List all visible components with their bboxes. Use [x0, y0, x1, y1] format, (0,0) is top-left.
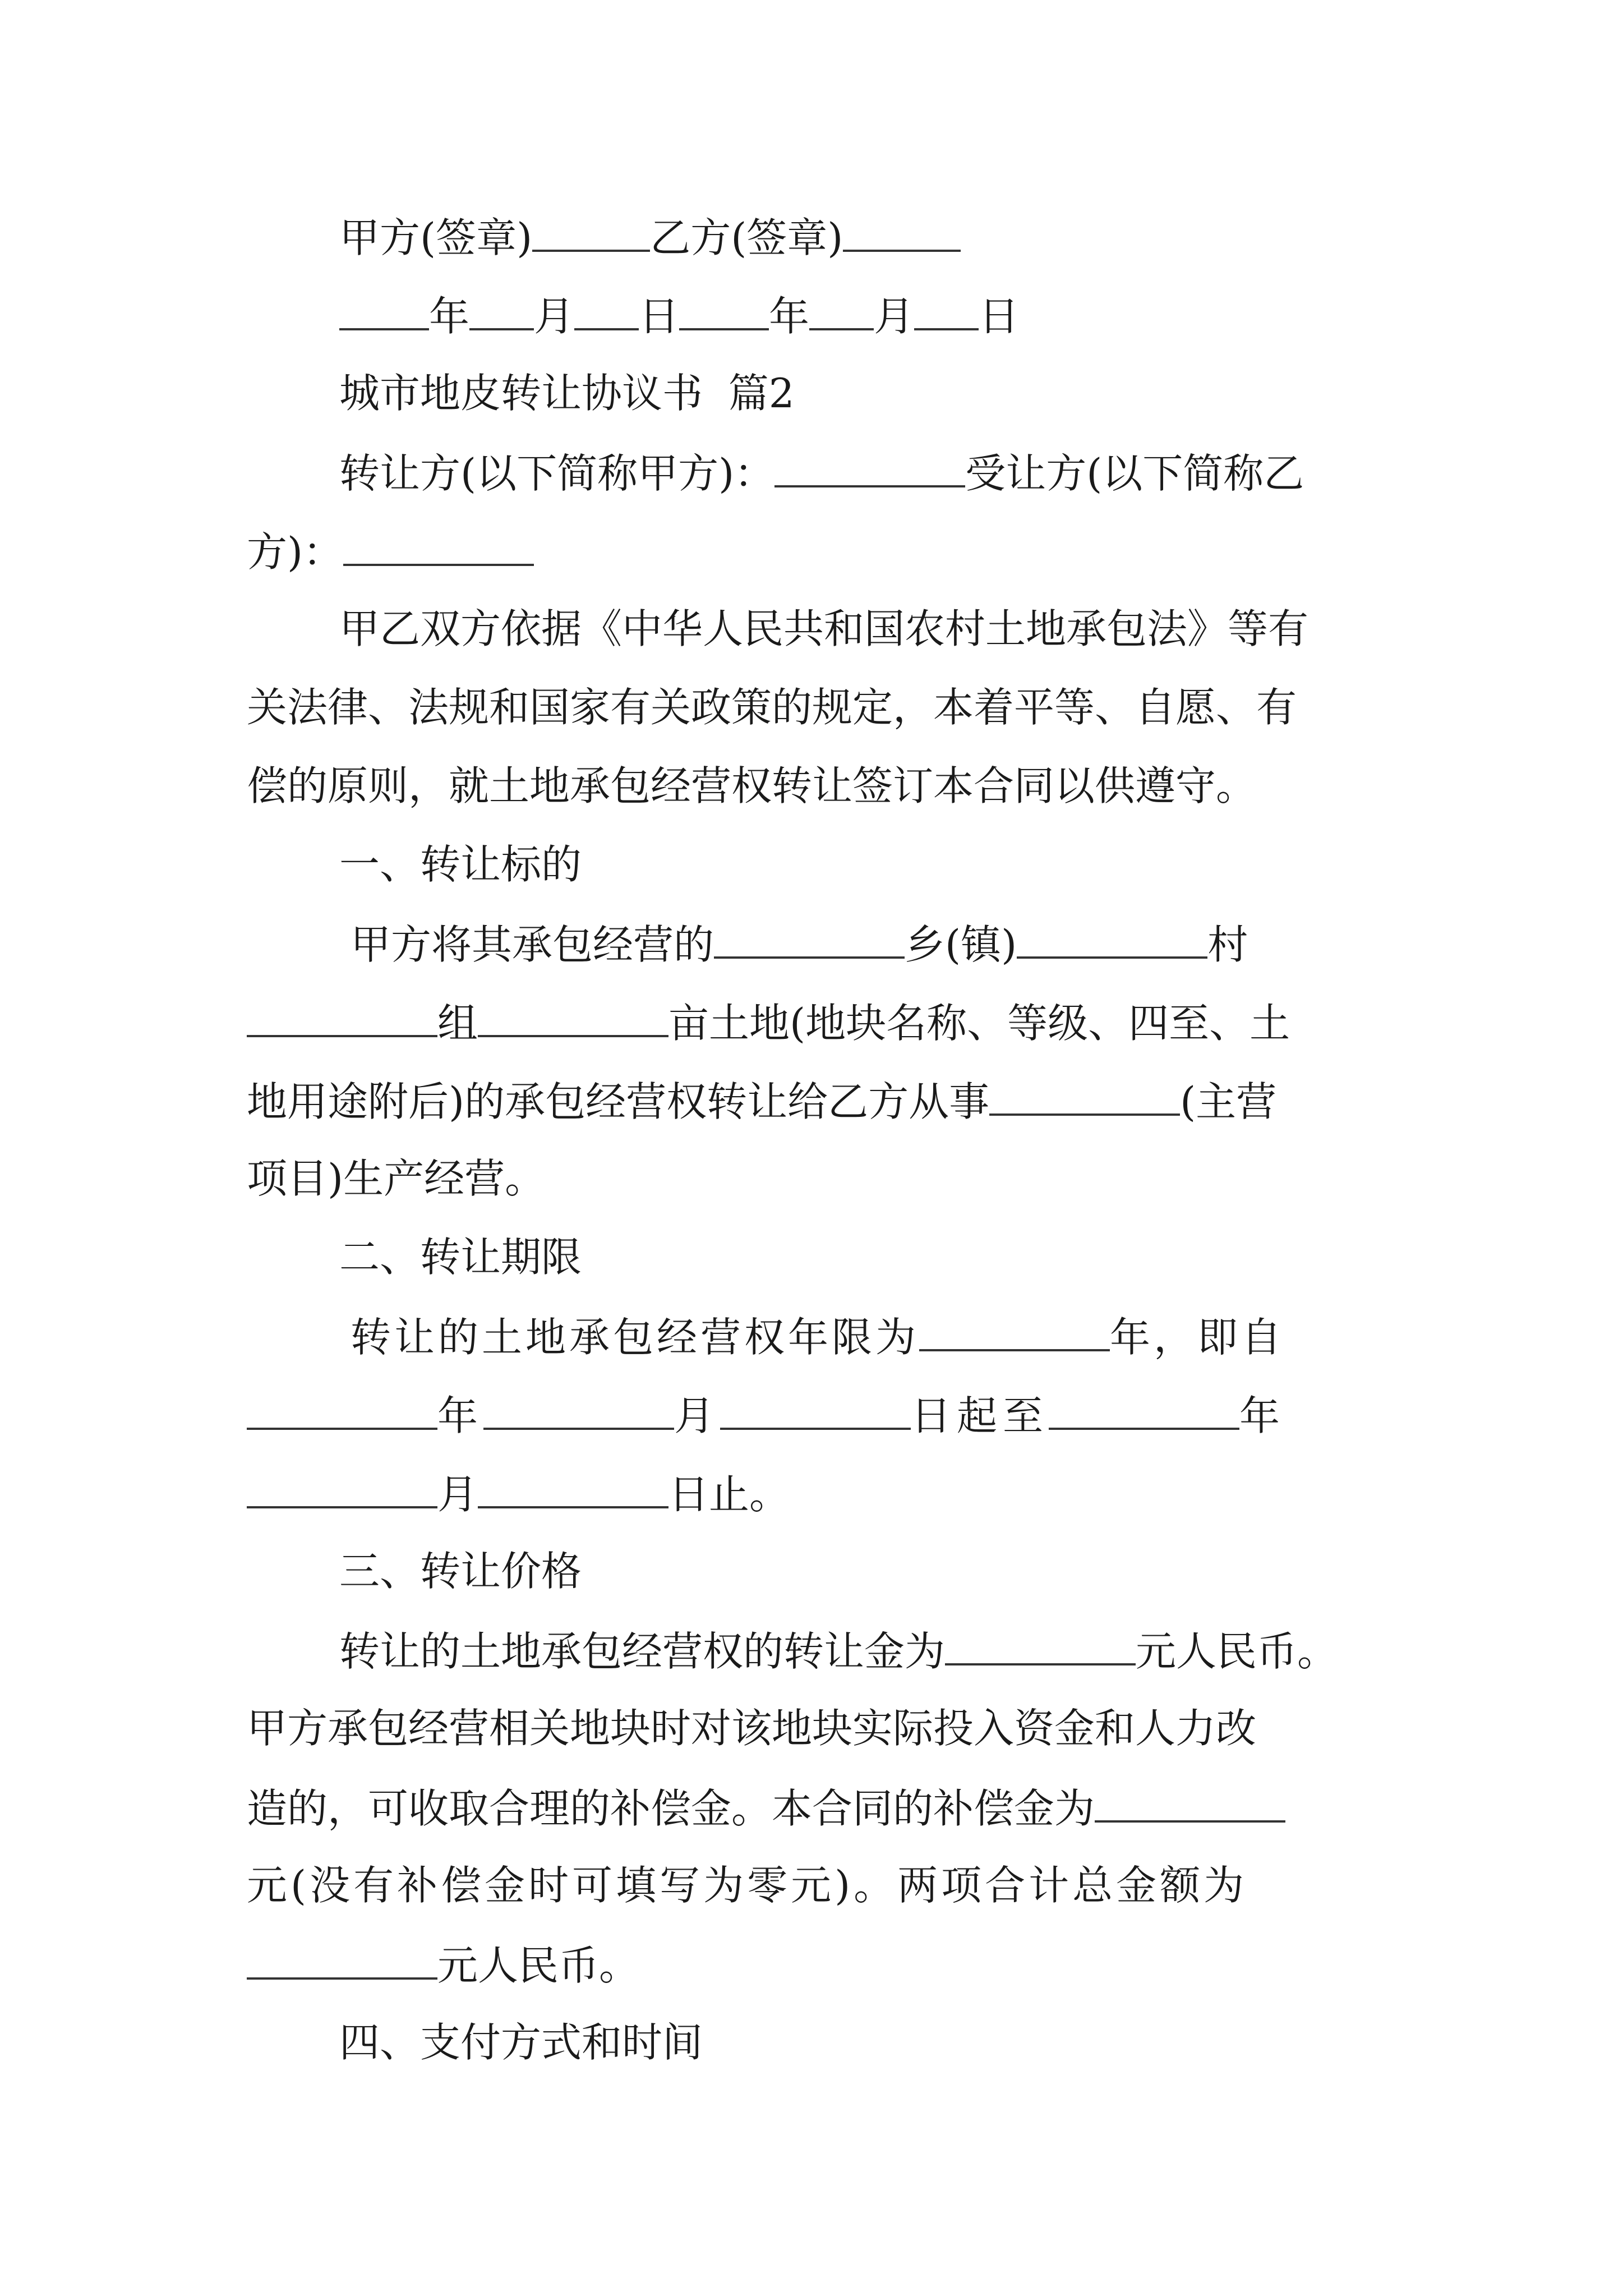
section-3-title: 三、转让价格: [339, 1548, 582, 1595]
intro-line-3: 偿的原则，就土地承包经营权转让签订本合同以供遵守。: [247, 762, 1257, 809]
text-run: 元人民币。: [437, 1942, 640, 1989]
party-a-seal-blank: [532, 216, 650, 252]
date-blank: [1049, 1394, 1239, 1430]
section-4-title: 四、支付方式和时间: [339, 2019, 703, 2066]
intro-line-1: 甲乙双方依据《中华人民共和国农村土地承包法》等有: [339, 605, 1309, 652]
date-blank: [247, 1394, 437, 1430]
text-run: 亩土地(地块名称、等级、四至、土: [668, 1000, 1290, 1047]
text-run: 年: [437, 1392, 484, 1439]
year-label: 年: [769, 293, 810, 340]
township-blank: [714, 923, 905, 959]
month-label: 月: [874, 293, 915, 340]
parties-line-2: [247, 528, 534, 576]
section-3-line-4: 元(没有补偿金时可填写为零元)。两项合计总金额为: [247, 1862, 1248, 1909]
compensation-blank: [1095, 1787, 1285, 1823]
date-blank: [574, 295, 639, 330]
text-run: 地用途附后)的承包经营权转让给乙方从事: [247, 1078, 990, 1125]
date-blank: [720, 1394, 911, 1430]
text-run: 村: [1207, 921, 1248, 968]
term-years-blank: [919, 1315, 1110, 1351]
date-blank: [483, 1394, 674, 1430]
text-run: 月: [674, 1392, 721, 1439]
date-line: [339, 293, 1020, 340]
section-2-title: 二、转让期限: [339, 1234, 582, 1281]
section-3-line-3: [247, 1785, 1285, 1832]
total-blank: [247, 1944, 437, 1980]
section-1-line-4: 项目)生产经营。: [247, 1155, 546, 1202]
date-blank: [339, 295, 429, 330]
date-blank: [478, 1473, 668, 1508]
text-run: (主营: [1180, 1078, 1277, 1125]
text-run: 组: [437, 1000, 478, 1047]
text-run: 元人民币。: [1136, 1628, 1338, 1675]
date-blank: [914, 295, 979, 330]
day-label: 日: [979, 293, 1020, 340]
price-blank: [945, 1630, 1136, 1665]
section-1-line-2: [247, 1000, 1290, 1047]
village-blank: [1017, 923, 1207, 959]
text-run: 转让的土地承包经营权的转让金为: [339, 1628, 946, 1675]
section-1-title: 一、转让标的: [339, 841, 582, 888]
text-run: 转让的土地承包经营权年限为: [351, 1314, 920, 1361]
text-run: 日止。: [668, 1471, 790, 1518]
day-label: 日: [639, 293, 680, 340]
transferee-blank: [343, 530, 534, 566]
intro-line-2: 关法律、法规和国家有关政策的规定，本着平等、自愿、有: [247, 684, 1297, 731]
date-blank: [679, 295, 769, 330]
transferor-blank: [774, 452, 965, 487]
month-label: 月: [534, 293, 575, 340]
parties-line: [339, 450, 1304, 497]
text-run: 月: [437, 1471, 478, 1518]
text-run: 年: [1239, 1392, 1286, 1439]
transferee-label-cont: 方)：: [247, 528, 344, 576]
signature-line: [339, 214, 961, 261]
text-run: 乡(镇): [905, 921, 1017, 968]
text-run: 日起至: [911, 1392, 1049, 1439]
date-blank: [469, 295, 534, 330]
section-2-line-1: [351, 1314, 1285, 1361]
party-a-seal-label: 甲方(签章): [339, 214, 533, 261]
section-1-line-1: [351, 921, 1248, 968]
section-3-line-1: [339, 1628, 1338, 1675]
area-blank: [478, 1001, 668, 1037]
party-b-seal-label: 乙方(签章): [650, 214, 843, 261]
section-3-line-5: [247, 1942, 640, 1989]
section-1-line-3: [247, 1078, 1277, 1125]
date-blank: [809, 295, 874, 330]
transferor-label: 转让方(以下简称甲方)：: [339, 450, 775, 497]
party-b-seal-blank: [843, 216, 961, 252]
date-blank: [247, 1473, 437, 1508]
project-blank: [989, 1080, 1180, 1116]
section-3-line-2: 甲方承包经营相关地块时对该地块实际投入资金和人力改: [247, 1705, 1257, 1752]
text-run: 甲方将其承包经营的: [351, 921, 714, 968]
text-run: 年，即自: [1110, 1314, 1285, 1361]
year-label: 年: [429, 293, 470, 340]
section-2-line-3: [247, 1471, 790, 1518]
text-run: 造的，可收取合理的补偿金。本合同的补偿金为: [247, 1785, 1095, 1832]
section-2-line-2: [247, 1392, 1286, 1439]
section-heading: 城市地皮转让协议书 篇2: [339, 370, 795, 417]
group-blank: [247, 1001, 437, 1037]
transferee-label: 受让方(以下简称乙: [965, 450, 1304, 497]
